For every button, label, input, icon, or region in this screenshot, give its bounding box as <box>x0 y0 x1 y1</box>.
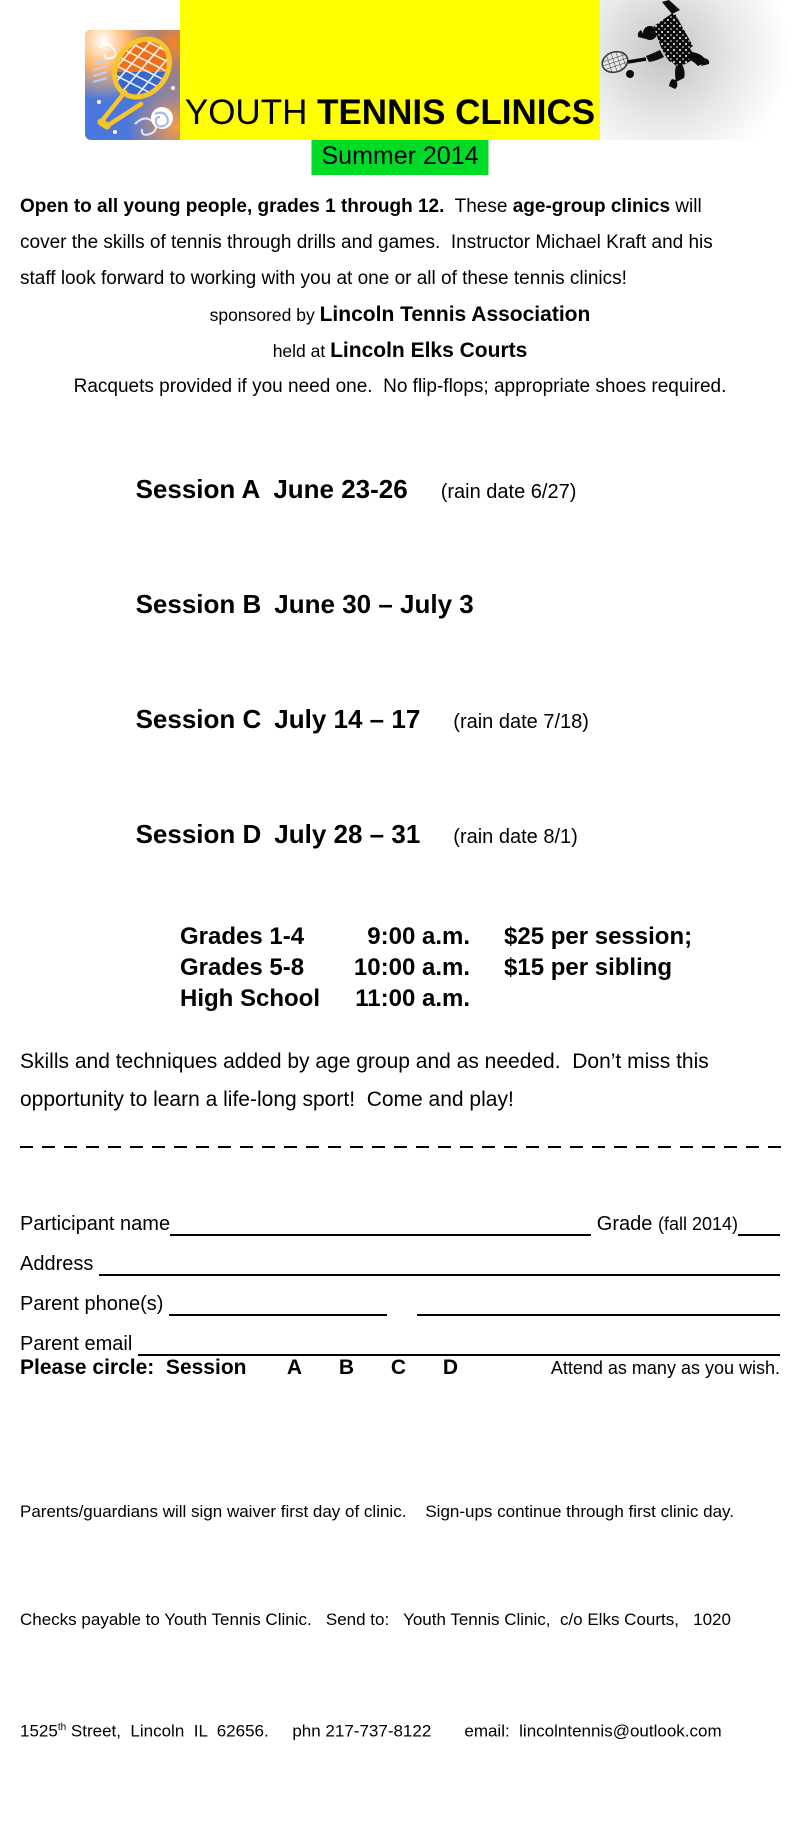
address-field[interactable] <box>99 1266 780 1276</box>
parent-email-field[interactable] <box>138 1346 780 1356</box>
session-list <box>100 434 800 894</box>
title-prefix: YOUTH <box>184 93 318 132</box>
registration-form <box>20 1196 780 1398</box>
grade-label-paren: (fall 2014) <box>657 1214 738 1234</box>
session-row <box>100 434 800 549</box>
tennis-racquet-clipart-icon <box>85 30 185 140</box>
session-dates: June 30 – July 3 <box>274 589 474 619</box>
ordinal-suffix: th <box>57 1722 67 1733</box>
page-title <box>180 93 600 133</box>
schedule-time: 11:00 a.m. <box>355 985 470 1012</box>
session-option[interactable]: C <box>390 1356 407 1379</box>
grade-field[interactable] <box>738 1226 780 1236</box>
session-name: Session D <box>135 819 262 849</box>
schedule-price: $15 per sibling <box>504 954 673 981</box>
session-name: Session C <box>135 704 262 734</box>
session-dates: July 28 – 31 <box>274 819 421 849</box>
cut-line-separator <box>20 1146 787 1148</box>
address-row <box>20 1236 780 1276</box>
parent-phone-field-1[interactable] <box>169 1306 387 1316</box>
please-circle-label: Please circle: Session <box>20 1356 247 1379</box>
session-choice-row <box>20 1356 780 1398</box>
schedule-row <box>180 952 800 983</box>
session-option[interactable]: B <box>338 1356 355 1379</box>
session-rain-date: (rain date 8/1) <box>453 826 578 848</box>
schedule-group: Grades 5-8 <box>180 954 305 981</box>
schedule-group: High School <box>180 985 320 1012</box>
schedule-time: 10:00 a.m. <box>353 954 470 981</box>
session-option[interactable]: D <box>442 1356 459 1379</box>
participant-row <box>20 1196 780 1236</box>
footer-line-1: Parents/guardians will sign waiver first day of clinic. Sign-ups continue through first clinic day. <box>20 1502 735 1521</box>
intro-paragraph: Open to all young people, grades 1 through 12. These age-group clinics will cover the skills of tennis through drills and games. Instructor Michael Kraft and his staff look forward to working with you at one or all of these tennis clinics! <box>20 196 713 289</box>
footer-notes <box>20 1422 790 1822</box>
parent-phone-label: Parent phone(s) <box>20 1293 169 1315</box>
closing-paragraph: Skills and techniques added by age group and as needed. Don’t miss this opportunity to learn a life-long sport! Come and play! <box>20 1050 709 1111</box>
session-name: Session A <box>135 474 261 504</box>
equipment-line: Racquets provided if you need one. No flip-flops; appropriate shoes required. <box>73 376 727 397</box>
schedule-table <box>180 921 800 1014</box>
email-row <box>20 1316 780 1356</box>
parent-phone-field-2[interactable] <box>417 1306 780 1316</box>
session-option[interactable]: A <box>286 1356 303 1379</box>
title-banner <box>180 0 600 140</box>
sponsor-line: sponsored by Lincoln Tennis Association <box>209 303 591 326</box>
schedule-row <box>180 983 800 1014</box>
tennis-player-silhouette-icon <box>600 0 800 140</box>
session-dates: July 14 – 17 <box>274 704 421 734</box>
schedule-time: 9:00 a.m. <box>367 923 470 950</box>
schedule-group: Grades 1-4 <box>180 923 305 950</box>
grade-label: Grade (fall 2014) <box>591 1213 738 1235</box>
header <box>0 0 800 176</box>
schedule-price: $25 per session; <box>504 923 693 950</box>
attend-note: Attend as many as you wish. <box>550 1358 780 1378</box>
session-name: Session B <box>135 589 262 619</box>
session-row <box>100 779 800 894</box>
session-rain-date: (rain date 7/18) <box>453 711 589 733</box>
schedule-row <box>180 921 800 952</box>
address-label: Address <box>20 1253 99 1275</box>
session-rain-date: (rain date 6/27) <box>440 481 577 503</box>
venue-line: held at Lincoln Elks Courts <box>272 339 528 362</box>
subtitle-highlight: Summer 2014 <box>311 140 488 175</box>
title-emphasis: TENNIS CLINICS <box>317 93 596 132</box>
participant-name-label: Participant name <box>20 1213 171 1235</box>
parent-email-label: Parent email <box>20 1333 138 1355</box>
footer-line-3: 1525th Street, Lincoln IL 62656. phn 217-737-8122 email: lincolntennis@outlook.com <box>20 1721 722 1741</box>
footer-line-2: Checks payable to Youth Tennis Clinic. Send to: Youth Tennis Clinic, c/o Elks Courts, 1020 <box>20 1610 731 1629</box>
session-dates: June 23-26 <box>273 474 408 504</box>
participant-name-field[interactable] <box>170 1226 591 1236</box>
phone-row <box>20 1276 780 1316</box>
session-row <box>100 549 800 664</box>
session-options <box>268 1356 476 1380</box>
session-row <box>100 664 800 779</box>
